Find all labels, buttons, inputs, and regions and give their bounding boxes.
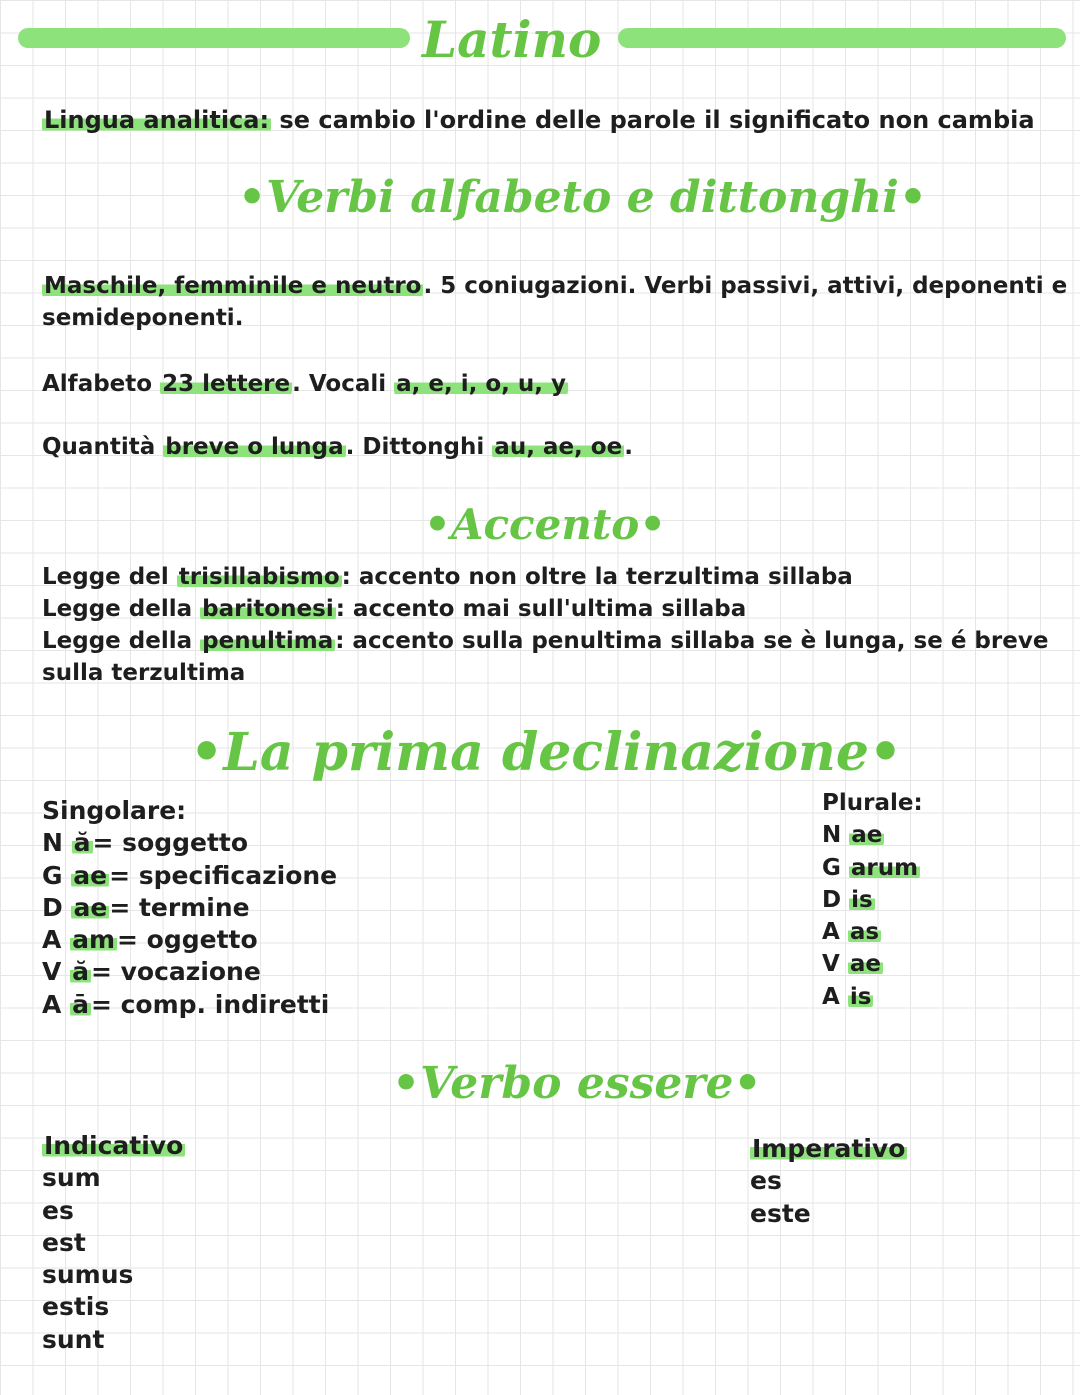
alfabeto-pre: Alfabeto bbox=[42, 371, 161, 397]
ending: as bbox=[849, 919, 880, 946]
verbi-line-2: semideponenti. bbox=[42, 305, 244, 331]
singolare-row bbox=[42, 827, 337, 859]
ending: arum bbox=[850, 854, 919, 881]
plurale-label: Plurale: bbox=[822, 790, 923, 816]
verbi-line1-rest: . 5 coniugazioni. Verbi passivi, attivi, deponenti e bbox=[423, 273, 1068, 299]
plurale-column bbox=[822, 787, 923, 1013]
indicativo-form: est bbox=[42, 1227, 86, 1257]
quantita-pre: Quantità bbox=[42, 434, 164, 460]
indicativo-form: sunt bbox=[42, 1324, 105, 1354]
case-role: = vocazione bbox=[90, 957, 261, 987]
plurale-row bbox=[822, 948, 923, 980]
heading-accento-text: Accento bbox=[450, 500, 640, 549]
singolare-row bbox=[42, 989, 337, 1021]
case-letter: N bbox=[822, 822, 842, 849]
indicativo-form: es bbox=[42, 1195, 74, 1225]
case-letter: V bbox=[42, 957, 62, 987]
case-letter: A bbox=[822, 919, 840, 946]
baritonesi-highlight: baritonesi bbox=[202, 596, 334, 622]
accento-l1-pre: Legge del bbox=[42, 564, 177, 590]
case-letter: D bbox=[42, 892, 63, 922]
ending: ae bbox=[73, 860, 108, 890]
heading-accento bbox=[424, 500, 666, 549]
verbi-line-1 bbox=[42, 270, 1067, 302]
accento-l2-rest: : accento mai sull'ultima sillaba bbox=[335, 596, 747, 622]
plurale-row bbox=[822, 884, 923, 916]
ending: ae bbox=[73, 892, 108, 922]
case-role: = termine bbox=[109, 892, 250, 922]
indicativo-column bbox=[42, 1130, 185, 1356]
ending: ă bbox=[72, 957, 89, 987]
accento-l3-pre: Legge della bbox=[42, 628, 201, 654]
heading-declinazione bbox=[190, 722, 902, 783]
plurale-row bbox=[822, 916, 923, 948]
accento-line-3 bbox=[42, 625, 1048, 657]
heading-verbi bbox=[238, 172, 927, 223]
dittonghi-highlight: au, ae, oe bbox=[494, 434, 623, 460]
case-letter: A bbox=[42, 989, 62, 1019]
verbi-line1-highlight: Maschile, femminile e neutro bbox=[44, 273, 422, 299]
indicativo-label bbox=[42, 1130, 185, 1162]
ending: is bbox=[851, 886, 873, 913]
singolare-label: Singolare: bbox=[42, 796, 187, 825]
case-letter: N bbox=[42, 828, 63, 858]
accento-l1-rest: : accento non oltre la terzultima sillaba bbox=[341, 564, 853, 590]
ending: is bbox=[849, 983, 872, 1010]
quantita-end: . bbox=[624, 434, 633, 460]
intro-line bbox=[42, 104, 1035, 136]
quantita-mid: . Dittonghi bbox=[345, 434, 493, 460]
quantita-line bbox=[42, 431, 633, 463]
case-letter: A bbox=[42, 925, 62, 955]
title-bar-right bbox=[618, 28, 1066, 48]
accento-l3-rest: : accento sulla penultima sillaba se è lunga, se é breve bbox=[335, 628, 1049, 654]
case-role: = oggetto bbox=[117, 925, 258, 955]
case-role: = soggetto bbox=[92, 828, 249, 858]
accento-l2-pre: Legge della bbox=[42, 596, 201, 622]
heading-essere-text: Verbo essere bbox=[420, 1058, 734, 1109]
alfabeto-mid: . Vocali bbox=[292, 371, 395, 397]
indicativo-form: sumus bbox=[42, 1260, 134, 1290]
ending: ae bbox=[851, 822, 883, 849]
bullet-dot: • bbox=[868, 722, 903, 783]
ending: am bbox=[72, 925, 115, 955]
case-role: = specificazione bbox=[109, 860, 338, 890]
singolare-row bbox=[42, 892, 337, 924]
singolare-row bbox=[42, 860, 337, 892]
indicativo-form: estis bbox=[42, 1292, 110, 1322]
page-title: Latino bbox=[422, 10, 602, 69]
case-role: = comp. indiretti bbox=[90, 989, 330, 1019]
singolare-row bbox=[42, 956, 337, 988]
accento-line-4: sulla terzultima bbox=[42, 660, 246, 686]
case-letter: G bbox=[822, 854, 841, 881]
singolare-column bbox=[42, 795, 337, 1021]
alfabeto-line bbox=[42, 368, 568, 400]
intro-text: se cambio l'ordine delle parole il significato non cambia bbox=[271, 106, 1035, 134]
plurale-row bbox=[822, 819, 923, 851]
case-letter: G bbox=[42, 860, 63, 890]
alfabeto-highlight: 23 lettere bbox=[162, 371, 291, 397]
imperativo-form: este bbox=[750, 1198, 811, 1228]
plurale-row bbox=[822, 852, 923, 884]
imperativo-form: es bbox=[750, 1166, 782, 1196]
case-letter: D bbox=[822, 886, 842, 913]
ending: ae bbox=[849, 951, 881, 978]
bullet-dot: • bbox=[190, 722, 224, 783]
accento-line-1 bbox=[42, 561, 853, 593]
plurale-row bbox=[822, 981, 923, 1013]
imperativo-column bbox=[750, 1133, 907, 1230]
accento-line-2 bbox=[42, 593, 746, 625]
imperativo-label bbox=[750, 1133, 907, 1165]
quantita-highlight: breve o lunga bbox=[165, 434, 344, 460]
case-letter: V bbox=[822, 951, 840, 978]
bullet-dot: • bbox=[733, 1058, 762, 1109]
heading-declinazione-text: La prima declinazione bbox=[223, 722, 869, 783]
heading-essere bbox=[392, 1058, 762, 1109]
bullet-dot: • bbox=[639, 500, 667, 549]
penultima-highlight: penultima bbox=[202, 628, 334, 654]
ending: ă bbox=[73, 828, 91, 858]
bullet-dot: • bbox=[898, 172, 927, 223]
bullet-dot: • bbox=[424, 500, 451, 549]
bullet-dot: • bbox=[392, 1058, 421, 1109]
bullet-dot: • bbox=[238, 172, 267, 223]
trisillabismo-highlight: trisillabismo bbox=[178, 564, 340, 590]
title-bar-left bbox=[18, 28, 410, 48]
intro-term: Lingua analitica: bbox=[44, 106, 270, 134]
singolare-row bbox=[42, 924, 337, 956]
vocali-highlight: a, e, i, o, u, y bbox=[396, 371, 567, 397]
imperativo-label-text: Imperativo bbox=[752, 1134, 906, 1163]
case-letter: A bbox=[822, 983, 840, 1010]
indicativo-label-text: Indicativo bbox=[44, 1131, 184, 1160]
indicativo-form: sum bbox=[42, 1163, 101, 1193]
heading-verbi-text: Verbi alfabeto e dittonghi bbox=[266, 172, 899, 223]
ending: ā bbox=[72, 989, 89, 1019]
